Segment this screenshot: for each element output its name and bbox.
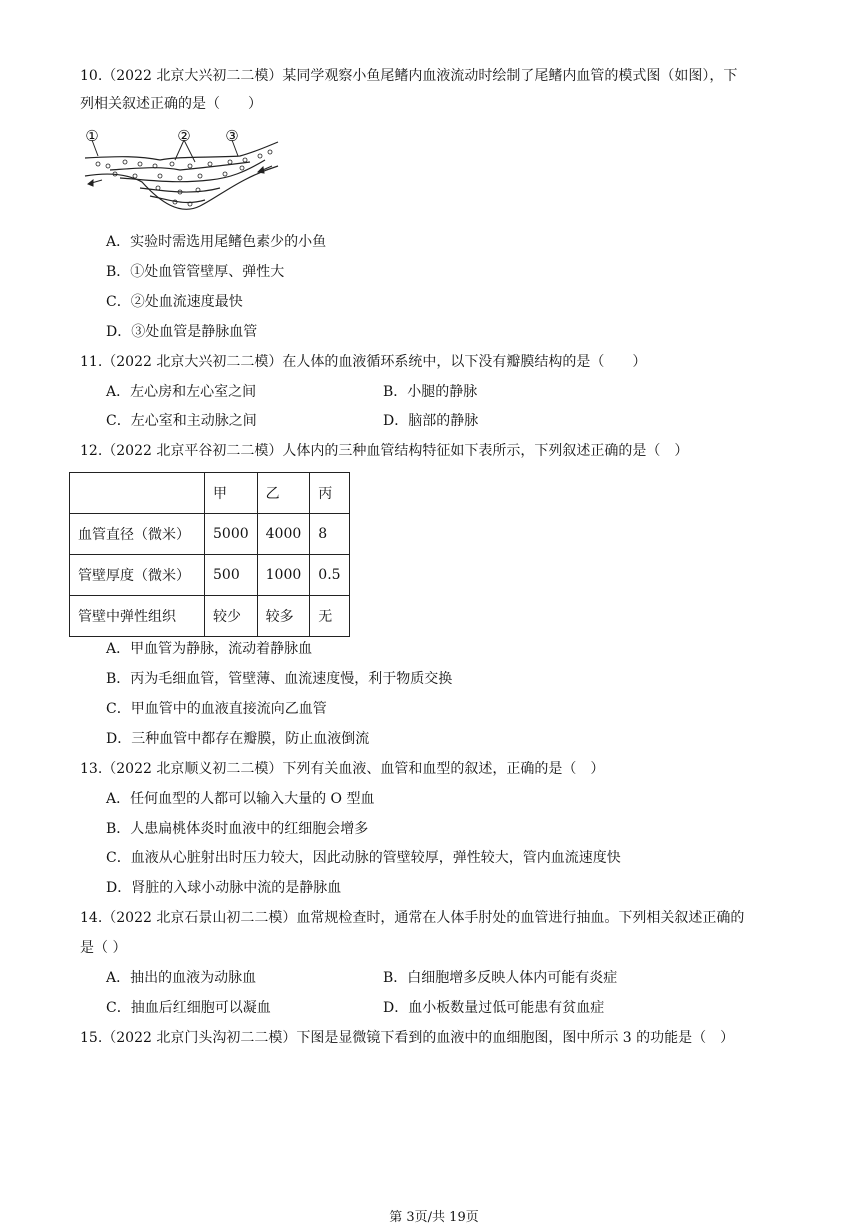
q14-option-b: B．白细胞增多反映人体内可能有炎症	[383, 970, 618, 986]
table-cell: 较少	[205, 596, 258, 637]
q11-option-a: A．左心房和左心室之间	[106, 384, 257, 400]
table-cell: 8	[310, 514, 349, 555]
table-row	[70, 514, 350, 555]
table-cell	[70, 473, 205, 514]
page-footer: 第 3页/共 19页	[389, 1210, 479, 1225]
vessel-structure-table	[69, 472, 350, 637]
table-header-row	[70, 473, 350, 514]
q13-option-c: C．血液从心脏射出时压力较大，因此动脉的管壁较厚，弹性较大，管内血流速度快	[106, 850, 621, 866]
q13-option-a: A．任何血型的人都可以输入大量的 O 型血	[106, 791, 375, 807]
q12-option-b: B．丙为毛细血管，管壁薄、血流速度慢，利于物质交换	[106, 671, 453, 687]
q14-option-d: D．血小板数量过低可能患有贫血症	[383, 1000, 605, 1016]
q13-stem: 13.（2022 北京顺义初二二模）下列有关血液、血管和血型的叙述，正确的是（ ）	[80, 761, 605, 777]
q10-option-b: B．①处血管管壁厚、弹性大	[106, 264, 285, 280]
table-row	[70, 596, 350, 637]
q10-option-a: A．实验时需选用尾鳍色素少的小鱼	[106, 234, 327, 250]
q13-option-d: D．肾脏的入球小动脉中流的是静脉血	[106, 880, 342, 896]
q11-stem: 11.（2022 北京大兴初二二模）在人体的血液循环系统中，以下没有瓣膜结构的是（ ）	[80, 354, 647, 370]
q12-option-a: A．甲血管为静脉，流动着静脉血	[106, 641, 313, 657]
figure-label-2: ②	[177, 127, 191, 145]
table-cell: 5000	[205, 514, 258, 555]
q11-option-d: D．脑部的静脉	[383, 413, 479, 429]
table-row-label: 管壁中弹性组织	[70, 596, 205, 637]
table-cell: 500	[205, 555, 258, 596]
q14-stem-line1: 14.（2022 北京石景山初二二模）血常规检查时，通常在人体手肘处的血管进行抽血。下列相关叙述正确的	[80, 910, 745, 926]
figure-label-3: ③	[225, 127, 239, 145]
table-cell: 4000	[257, 514, 310, 555]
q12-option-c: C．甲血管中的血液直接流向乙血管	[106, 701, 327, 717]
q15-stem: 15.（2022 北京门头沟初二二模）下图是显微镜下看到的血液中的血细胞图，图中所示 3 的功能是（ ）	[80, 1030, 735, 1046]
q11-option-b: B．小腿的静脉	[383, 384, 478, 400]
figure-label-1: ①	[85, 127, 99, 145]
q14-option-c: C．抽血后红细胞可以凝血	[106, 1000, 271, 1016]
table-header-jia: 甲	[205, 473, 258, 514]
q12-stem: 12.（2022 北京平谷初二二模）人体内的三种血管结构特征如下表所示，下列叙述正确的是（ ）	[80, 443, 689, 459]
q13-option-b: B．人患扁桃体炎时血液中的红细胞会增多	[106, 821, 369, 837]
table-row-label: 血管直径（微米）	[70, 514, 205, 555]
q10-option-c: C．②处血流速度最快	[106, 294, 243, 310]
q11-option-c: C．左心室和主动脉之间	[106, 413, 257, 429]
table-cell: 无	[310, 596, 349, 637]
table-cell: 较多	[257, 596, 310, 637]
table-header-yi: 乙	[257, 473, 310, 514]
table-row-label: 管壁厚度（微米）	[70, 555, 205, 596]
q10-stem-line2: 列相关叙述正确的是（ ）	[80, 96, 262, 112]
q14-stem-line2: 是（ ）	[80, 940, 127, 956]
q12-option-d: D．三种血管中都存在瓣膜，防止血液倒流	[106, 731, 370, 747]
table-cell: 1000	[257, 555, 310, 596]
q14-option-a: A．抽出的血液为动脉血	[106, 970, 257, 986]
table-row	[70, 555, 350, 596]
tail-fin-vessel-diagram	[80, 126, 280, 226]
table-cell: 0.5	[310, 555, 349, 596]
table-header-bing: 丙	[310, 473, 349, 514]
q10-option-d: D．③处血管是静脉血管	[106, 324, 258, 340]
q10-stem-line1: 10.（2022 北京大兴初二二模）某同学观察小鱼尾鳍内血液流动时绘制了尾鳍内血管的模式图（如图），下	[80, 68, 738, 84]
